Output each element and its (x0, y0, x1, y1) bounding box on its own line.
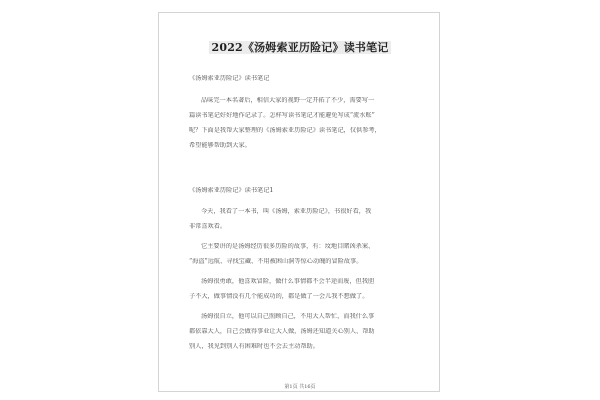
paragraph-line: 都依靠大人，自己会做得事业让大人做，汤姆还知道关心别人、帮助 (189, 328, 375, 335)
document-title: 2022《汤姆索亚历险记》读书笔记 (211, 41, 389, 54)
document-page (158, 12, 440, 392)
paragraph-line: 它主要讲的是汤姆经历很多历险的故事，有：坟地目睹凶杀案、 (201, 243, 375, 250)
page-footer: 第1页 共16页 (284, 384, 316, 390)
paragraph-line: 品味完一本名著后，相信大家的视野一定开拓了不少，需要写一 (201, 97, 375, 104)
paragraph-line: 呢？下面是我帮大家整理的《汤姆索亚历险记》读书笔记，仅供参考， (189, 127, 381, 134)
section-heading: 《汤姆索亚历险记》读书笔记1 (189, 187, 274, 194)
paragraph-line: 希望能够帮助到大家。 (189, 142, 251, 149)
paragraph-line: 非常喜欢看。 (189, 223, 227, 230)
paragraph-line: 汤姆很勇敢，他喜欢冒险，做什么事情都不会半途而废，但我胆 (201, 278, 375, 285)
section-heading: 《汤姆索亚历险记》读书笔记 (189, 75, 270, 82)
paragraph-line: 子不大，做事情没有几个能成功的，都是做了一会儿我不想做了。 (189, 293, 369, 300)
paragraph-line: 今天，我看了一本书，叫《汤姆，索亚历险记》，书很好看，我 (201, 208, 372, 215)
paragraph-line: “海盗”远航、寻找宝藏、不用被困山洞等惊心动魄的冒险故事。 (189, 258, 363, 265)
paragraph-line: 别人，我见到别人有困难时也不会去主动帮助。 (189, 343, 319, 350)
paragraph-line: 篇读书笔记好好地作记录了。怎样写读书笔记才能避免写成“流水账” (189, 112, 375, 119)
paragraph-line: 汤姆很自立，他可以自己照顾自己，不用大人帮忙，而我什么事 (201, 313, 375, 320)
